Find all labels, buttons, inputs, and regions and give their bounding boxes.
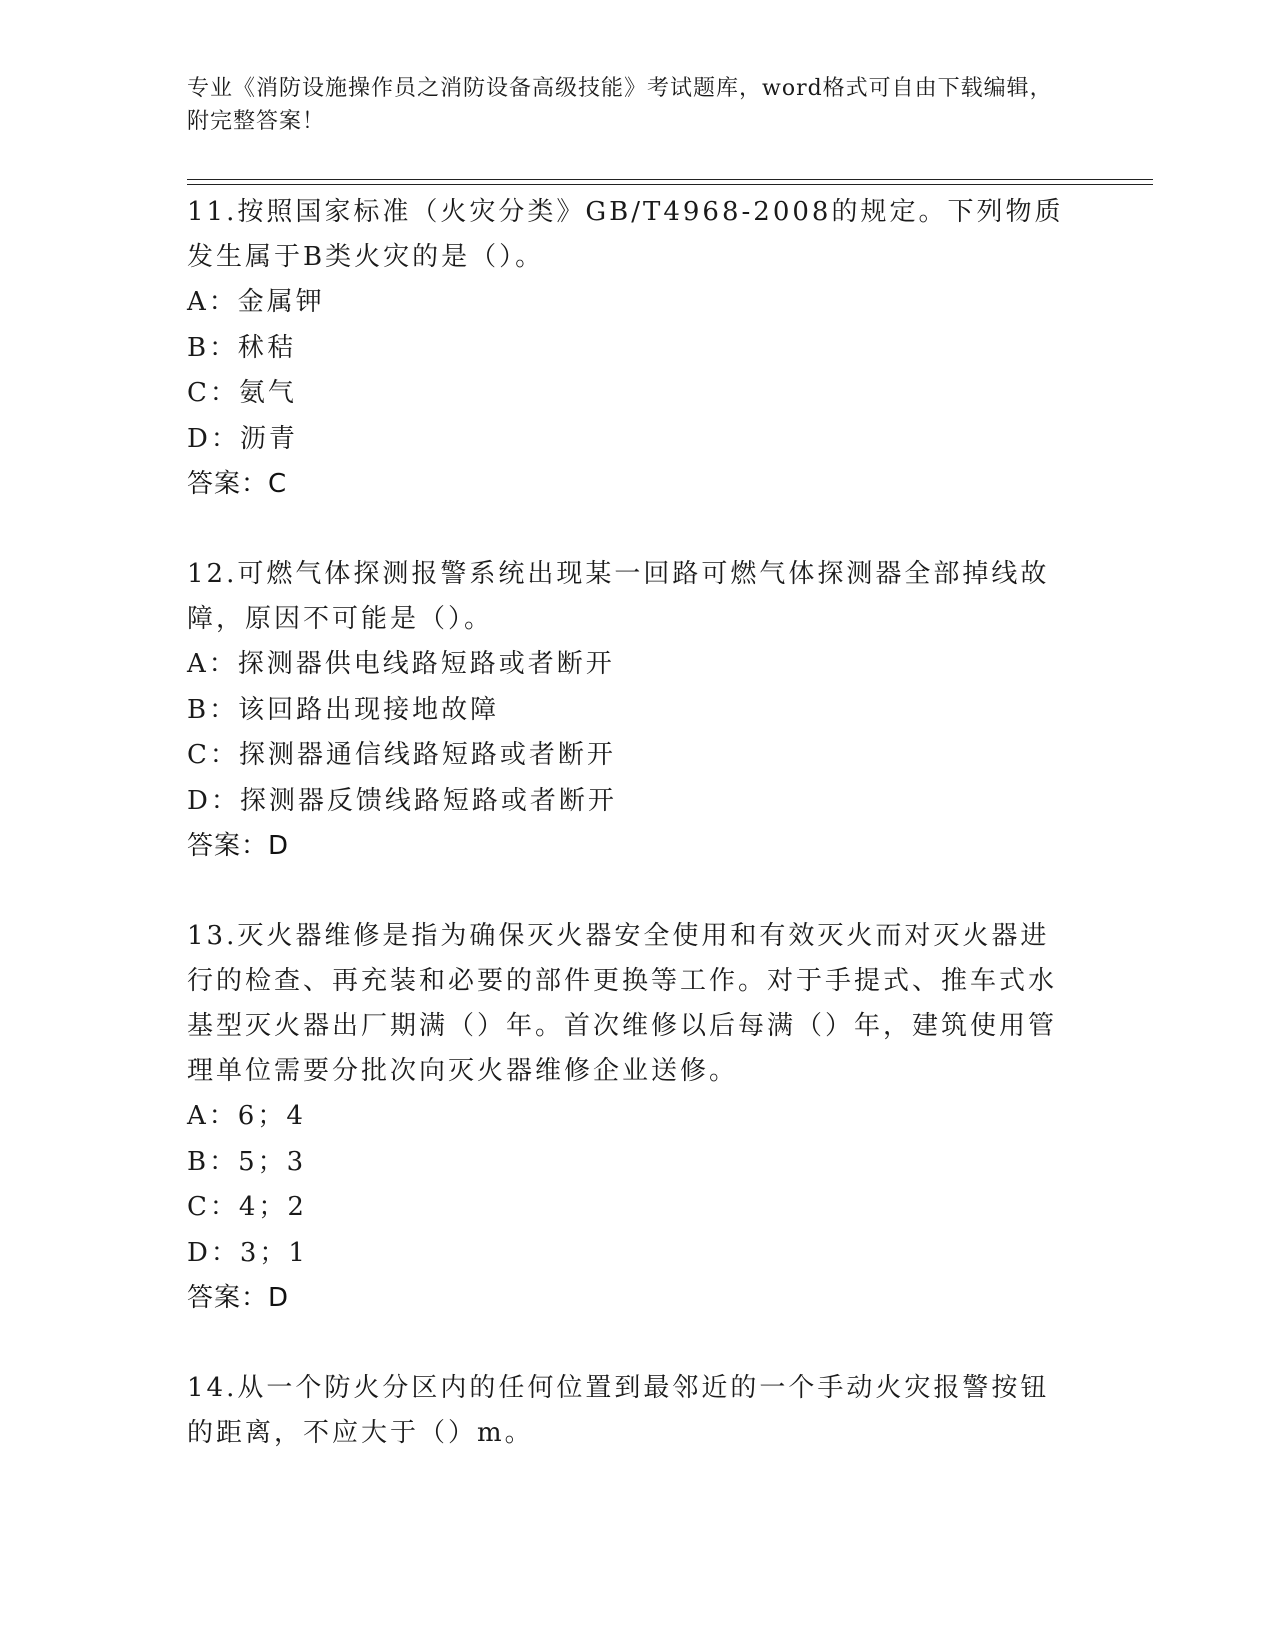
- header-divider-top: [187, 179, 1153, 180]
- option-c: C：4；2: [187, 1192, 307, 1222]
- question-12: [187, 552, 1067, 869]
- option-a: A：金属钾: [187, 287, 325, 317]
- question-text: 11.按照国家标准（火灾分类》GB/T4968-2008的规定。下列物质发生属于B类火灾的是（）。: [187, 197, 1064, 272]
- answer: 答案：D: [187, 831, 290, 861]
- question-13: [187, 914, 1067, 1321]
- question-14: [187, 1366, 1067, 1456]
- option-c: C：氨气: [187, 378, 297, 408]
- question-text: 13.灭火器维修是指为确保灭火器安全使用和有效灭火而对灭火器进行的检查、再充装和必要的部件更换等工作。对于手提式、推车式水基型灭火器出厂期满（）年。首次维修以后每满（）年，建筑使用管理单位需要分批次向灭火器维修企业送修。: [187, 921, 1058, 1086]
- option-a: A：探测器供电线路短路或者断开: [187, 649, 615, 679]
- option-b: B：秫秸: [187, 332, 297, 363]
- question-text: 12.可燃气体探测报警系统出现某一回路可燃气体探测器全部掉线故障，原因不可能是（）。: [187, 559, 1050, 634]
- question-text: 14.从一个防火分区内的任何位置到最邻近的一个手动火灾报警按钮的距离，不应大于（）m。: [187, 1373, 1050, 1448]
- document-header: 专业《消防设施操作员之消防设备高级技能》考试题库，word格式可自由下载编辑，附完整答案！: [187, 76, 1053, 134]
- option-b: B：该回路出现接地故障: [187, 694, 500, 725]
- option-b: B：5；3: [187, 1146, 307, 1177]
- option-d: D：探测器反馈线路短路或者断开: [187, 785, 617, 816]
- answer: 答案：C: [187, 469, 288, 499]
- answer: 答案：D: [187, 1283, 290, 1313]
- option-d: D：沥青: [187, 423, 298, 454]
- header-divider-bottom: [187, 184, 1153, 185]
- option-c: C：探测器通信线路短路或者断开: [187, 740, 616, 770]
- option-a: A：6；4: [187, 1101, 306, 1131]
- question-11: [187, 190, 1067, 507]
- option-d: D：3；1: [187, 1237, 308, 1268]
